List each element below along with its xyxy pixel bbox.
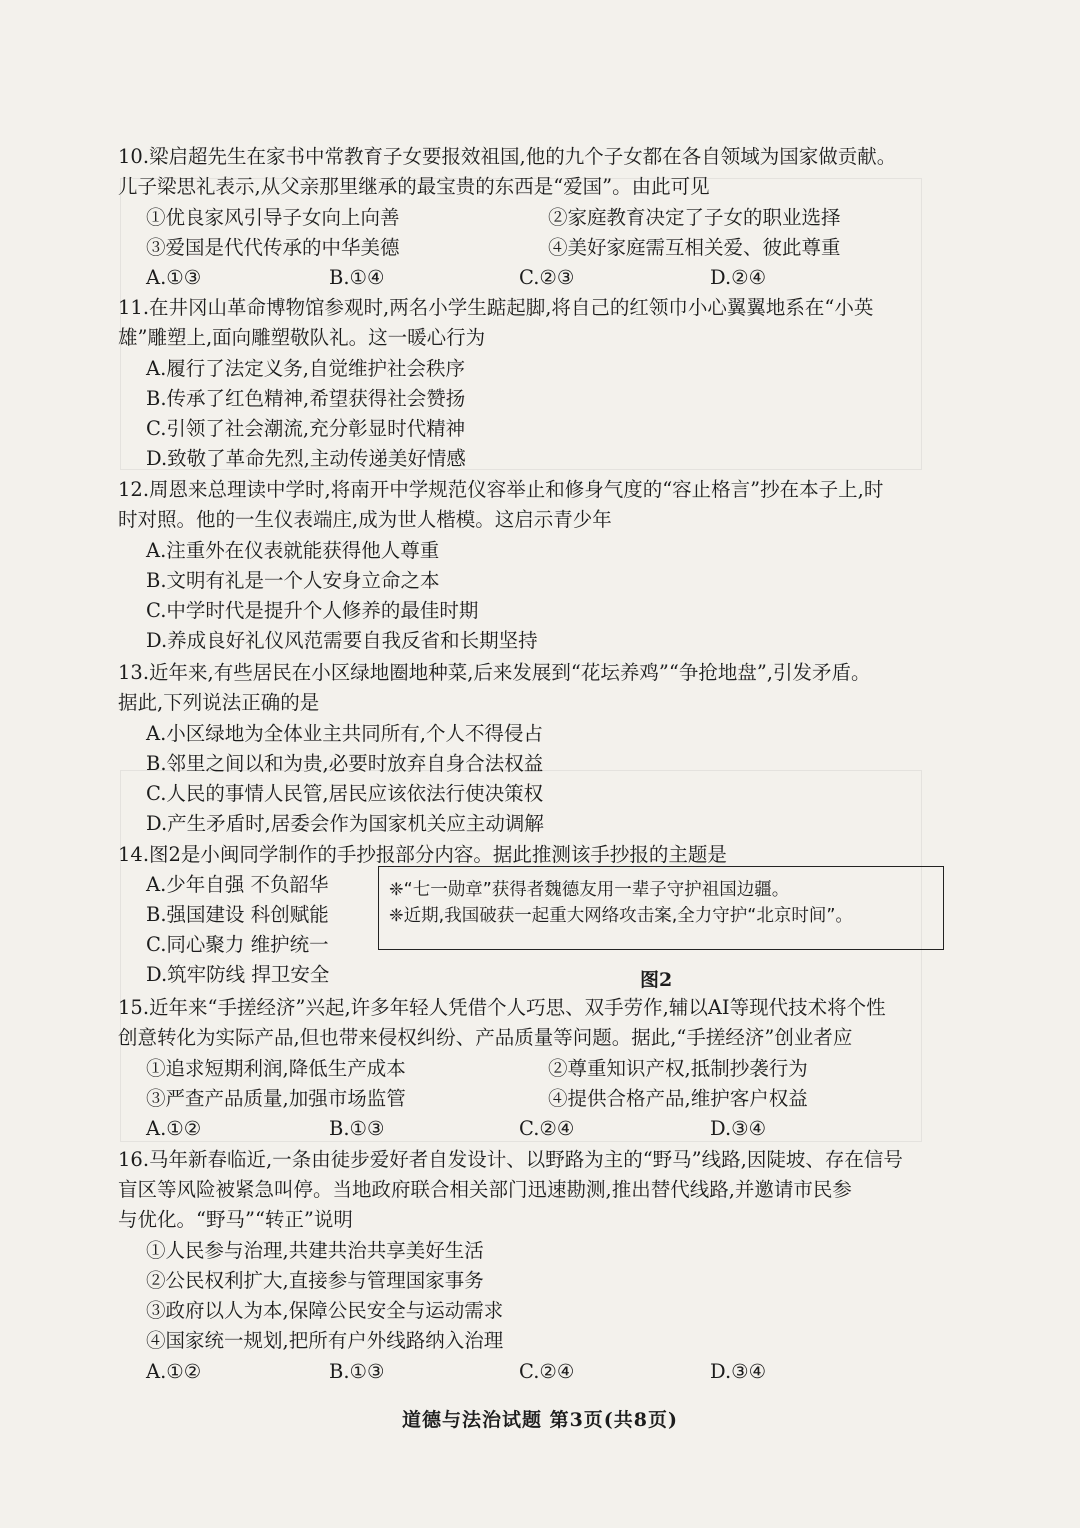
statement-4: ④提供合格产品,维护客户权益	[548, 1087, 808, 1110]
question-stem: 创意转化为实际产品,但也带来侵权纠纷、产品质量等问题。据此,“手搓经济”创业者应	[118, 1026, 853, 1049]
question-stem: 雄”雕塑上,面向雕塑敬队礼。这一暖心行为	[118, 326, 486, 349]
figure-line-2: ❈近期,我国破获一起重大网络攻击案,全力守护“北京时间”。	[389, 906, 853, 926]
option-c[interactable]: C.引领了社会潮流,充分彰显时代精神	[146, 417, 466, 440]
option-c[interactable]: C.②③	[519, 266, 575, 289]
question-stem: 10.梁启超先生在家书中常教育子女要报效祖国,他的九个子女都在各自领域为国家做贡献。	[118, 145, 897, 168]
question-stem: 14.图2是小闽同学制作的手抄报部分内容。据此推测该手抄报的主题是	[118, 843, 727, 866]
figure-line-1: ❈“七一勋章”获得者魏德友用一辈子守护祖国边疆。	[389, 880, 790, 900]
statement-3: ③爱国是代代传承的中华美德	[146, 236, 400, 259]
answer-row	[146, 1360, 946, 1386]
statement-3: ③政府以人为本,保障公民安全与运动需求	[146, 1299, 504, 1322]
option-a[interactable]: A.少年自强 不负韶华	[146, 873, 329, 896]
answer-row	[146, 266, 946, 292]
question-stem: 盲区等风险被紧急叫停。当地政府联合相关部门迅速勘测,推出替代线路,并邀请市民参	[118, 1178, 852, 1201]
statement-row	[146, 1057, 808, 1083]
option-c[interactable]: C.人民的事情人民管,居民应该依法行使决策权	[146, 782, 544, 805]
option-c[interactable]: C.中学时代是提升个人修养的最佳时期	[146, 599, 479, 622]
option-a[interactable]: A.①③	[146, 266, 202, 289]
option-b[interactable]: B.邻里之间以和为贵,必要时放弃自身合法权益	[146, 752, 544, 775]
option-a[interactable]: A.注重外在仪表就能获得他人尊重	[146, 539, 440, 562]
answer-row	[146, 1117, 946, 1143]
question-stem: 儿子梁思礼表示,从父亲那里继承的最宝贵的东西是“爱国”。由此可见	[118, 175, 710, 198]
question-stem: 时对照。他的一生仪表端庄,成为世人楷模。这启示青少年	[118, 508, 612, 531]
figure-2-box	[378, 866, 944, 950]
option-d[interactable]: D.②④	[710, 266, 767, 289]
option-b[interactable]: B.①④	[329, 266, 385, 289]
question-stem: 13.近年来,有些居民在小区绿地圈地种菜,后来发展到“花坛养鸡”“争抢地盘”,引发矛盾。	[118, 661, 871, 684]
page-footer: 道德与法治试题 第3页(共8页)	[401, 1409, 679, 1431]
statement-2: ②尊重知识产权,抵制抄袭行为	[548, 1057, 808, 1080]
option-a[interactable]: A.履行了法定义务,自觉维护社会秩序	[146, 357, 465, 380]
statement-1: ①优良家风引导子女向上向善	[146, 206, 400, 229]
option-b[interactable]: B.传承了红色精神,希望获得社会赞扬	[146, 387, 466, 410]
option-d[interactable]: D.③④	[710, 1360, 767, 1383]
option-b[interactable]: B.①③	[329, 1117, 385, 1140]
option-d[interactable]: D.③④	[710, 1117, 767, 1140]
option-d[interactable]: D.致敬了革命先烈,主动传递美好情感	[146, 447, 466, 470]
option-d[interactable]: D.养成良好礼仪风范需要自我反省和长期坚持	[146, 629, 538, 652]
option-a[interactable]: A.小区绿地为全体业主共同所有,个人不得侵占	[146, 722, 543, 745]
statement-2: ②家庭教育决定了子女的职业选择	[548, 206, 841, 229]
option-a[interactable]: A.①②	[146, 1117, 202, 1140]
figure-caption: 图2	[640, 969, 673, 991]
statement-3: ③严查产品质量,加强市场监管	[146, 1087, 406, 1110]
option-a[interactable]: A.①②	[146, 1360, 202, 1383]
statement-row	[146, 1087, 808, 1113]
option-b[interactable]: B.文明有礼是一个人安身立命之本	[146, 569, 440, 592]
statement-row	[146, 206, 841, 232]
statement-2: ②公民权利扩大,直接参与管理国家事务	[146, 1269, 484, 1292]
question-stem: 与优化。“野马”“转正”说明	[118, 1208, 353, 1231]
statement-4: ④国家统一规划,把所有户外线路纳入治理	[146, 1329, 504, 1352]
option-d[interactable]: D.筑牢防线 捍卫安全	[146, 963, 330, 986]
option-c[interactable]: C.同心聚力 维护统一	[146, 933, 329, 956]
option-b[interactable]: B.强国建设 科创赋能	[146, 903, 329, 926]
statement-row	[146, 236, 841, 262]
statement-1: ①人民参与治理,共建共治共享美好生活	[146, 1239, 484, 1262]
question-stem: 16.马年新春临近,一条由徒步爱好者自发设计、以野路为主的“野马”线路,因陡坡、存在信号	[118, 1148, 903, 1171]
option-c[interactable]: C.②④	[519, 1360, 575, 1383]
statement-1: ①追求短期利润,降低生产成本	[146, 1057, 406, 1080]
option-c[interactable]: C.②④	[519, 1117, 575, 1140]
option-d[interactable]: D.产生矛盾时,居委会作为国家机关应主动调解	[146, 812, 544, 835]
question-stem: 15.近年来“手搓经济”兴起,许多年轻人凭借个人巧思、双手劳作,辅以AI等现代技术将个性	[118, 996, 886, 1019]
option-b[interactable]: B.①③	[329, 1360, 385, 1383]
question-stem: 11.在井冈山革命博物馆参观时,两名小学生踮起脚,将自己的红领巾小心翼翼地系在“小英	[118, 296, 874, 319]
question-stem: 12.周恩来总理读中学时,将南开中学规范仪容举止和修身气度的“容止格言”抄在本子上,时	[118, 478, 884, 501]
question-stem: 据此,下列说法正确的是	[118, 691, 320, 714]
statement-4: ④美好家庭需互相关爱、彼此尊重	[548, 236, 841, 259]
